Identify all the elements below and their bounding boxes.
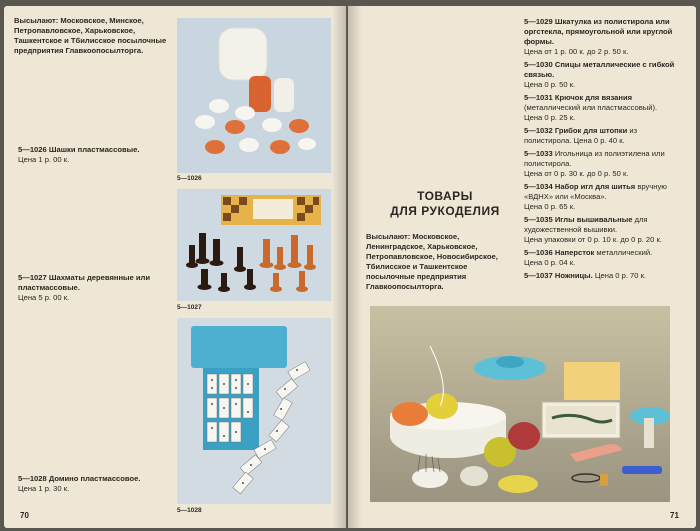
item-1033 xyxy=(524,149,676,179)
item-price: Цена от 0 р. 30 к. до 0 р. 50 к. xyxy=(524,169,629,178)
domino-photo xyxy=(177,318,331,504)
item-price: Цена 0 р. 40 к. xyxy=(573,136,625,145)
heading-line: ТОВАРЫ xyxy=(417,189,473,203)
page-gutter-shadow xyxy=(332,6,346,528)
chess-illustration xyxy=(177,189,331,301)
item-name: Домино пластмассовое. xyxy=(48,474,141,483)
item-code: 5—1028 xyxy=(18,474,47,483)
item-code: 5—1030 xyxy=(524,60,553,69)
item-code: 5—1026 xyxy=(18,145,47,154)
item-name: Иглы вышивальные xyxy=(554,215,633,224)
item-code: 5—1037 xyxy=(524,271,553,280)
item-name: Набор игл для шитья xyxy=(554,182,636,191)
item-price: Цена 0 р. 50 к. xyxy=(524,80,576,89)
senders-text: Высылают: Московское, Минское, Петропавловское, Харьковское, Ташкентское и Тбилисское посылочные предприятия Главкоопосылторга. xyxy=(14,16,167,55)
item-price: Цена от 1 р. 00 к. до 2 р. 50 к. xyxy=(524,47,629,56)
photo-caption: 5—1026 xyxy=(177,175,202,182)
item-desc: металлический. xyxy=(596,248,653,257)
item-name: Шкатулка xyxy=(554,17,592,26)
item-desc: из полиэтилена или полистирола. xyxy=(524,149,665,168)
item-1030 xyxy=(524,60,676,90)
item-code: 5—1029 xyxy=(524,17,553,26)
item-code: 5—1036 xyxy=(524,248,553,257)
item-name: Крючок для вязания xyxy=(554,93,633,102)
item-desc: вручную «ВДНХ» или «Москва». xyxy=(524,182,667,201)
item-price: Цена 1 р. 30 к. xyxy=(18,484,70,493)
item-desc: с гибкой связью. xyxy=(524,60,675,79)
heading-line: ДЛЯ РУКОДЕЛИЯ xyxy=(390,204,500,218)
page-number: 71 xyxy=(670,511,679,520)
item-1032 xyxy=(524,126,676,146)
item-desc: из полистирола. xyxy=(524,126,638,145)
page-number: 70 xyxy=(20,511,29,520)
item-price: Цена 0 р. 65 к. xyxy=(524,202,576,211)
item-name: Наперсток xyxy=(554,248,595,257)
sewing-photo xyxy=(370,306,670,502)
item-desc: для художественной вышивки. xyxy=(524,215,648,234)
item-1029 xyxy=(524,17,676,57)
chess-photo xyxy=(177,189,331,301)
item-code: 5—1031 xyxy=(524,93,553,102)
right-page xyxy=(348,6,696,528)
photo-caption: 5—1027 xyxy=(177,304,202,311)
item-1026 xyxy=(18,145,170,165)
item-code: 5—1027 xyxy=(18,273,47,282)
item-1027 xyxy=(18,273,170,303)
item-list xyxy=(524,17,676,284)
item-price: Цена 1 р. 00 к. xyxy=(18,155,70,164)
item-code: 5—1032 xyxy=(524,126,553,135)
item-code: 5—1035 xyxy=(524,215,553,224)
item-name: Спицы металлические xyxy=(554,60,641,69)
page-gutter-shadow xyxy=(348,6,362,528)
item-name: Грибок для штопки xyxy=(554,126,628,135)
item-1035 xyxy=(524,215,676,245)
left-page xyxy=(4,6,346,528)
item-price: Цена упаковки от 0 р. 10 к. до 0 р. 20 к. xyxy=(524,235,662,244)
domino-illustration xyxy=(177,318,331,504)
item-price: Цена 0 р. 70 к. xyxy=(594,271,647,280)
item-price: Цена 0 р. 04 к. xyxy=(524,258,576,267)
item-code: 5—1034 xyxy=(524,182,553,191)
item-name: Ножницы. xyxy=(554,271,593,280)
item-name: Шахматы деревянные или пластмассовые. xyxy=(18,273,151,292)
senders-text: Высылают: Московское, Ленинградское, Харьковское, Петропавловское, Новосибирское, Тбилисское и Ташкентское посылочные предприятия Главкоопосылторга. xyxy=(366,232,498,291)
item-1034 xyxy=(524,182,676,212)
item-1037 xyxy=(524,271,676,281)
checkers-illustration xyxy=(177,18,331,173)
item-name: Шашки пластмассовые. xyxy=(48,145,140,154)
item-1036 xyxy=(524,248,676,268)
item-name: Игольница xyxy=(554,149,593,158)
item-code: 5—1033 xyxy=(524,149,553,158)
item-1031 xyxy=(524,93,676,123)
section-heading xyxy=(370,189,520,219)
item-1028 xyxy=(18,474,170,494)
item-desc: (металлический или пластмассовый). Цена 0 р. 25 к. xyxy=(524,103,658,122)
checkers-photo xyxy=(177,18,331,173)
item-price: Цена 5 р. 00 к. xyxy=(18,293,70,302)
sewing-illustration xyxy=(370,306,670,502)
photo-caption: 5—1028 xyxy=(177,507,202,514)
item-desc: из полистирола или оргстекла, прямоугольной или круглой формы. xyxy=(524,17,673,46)
